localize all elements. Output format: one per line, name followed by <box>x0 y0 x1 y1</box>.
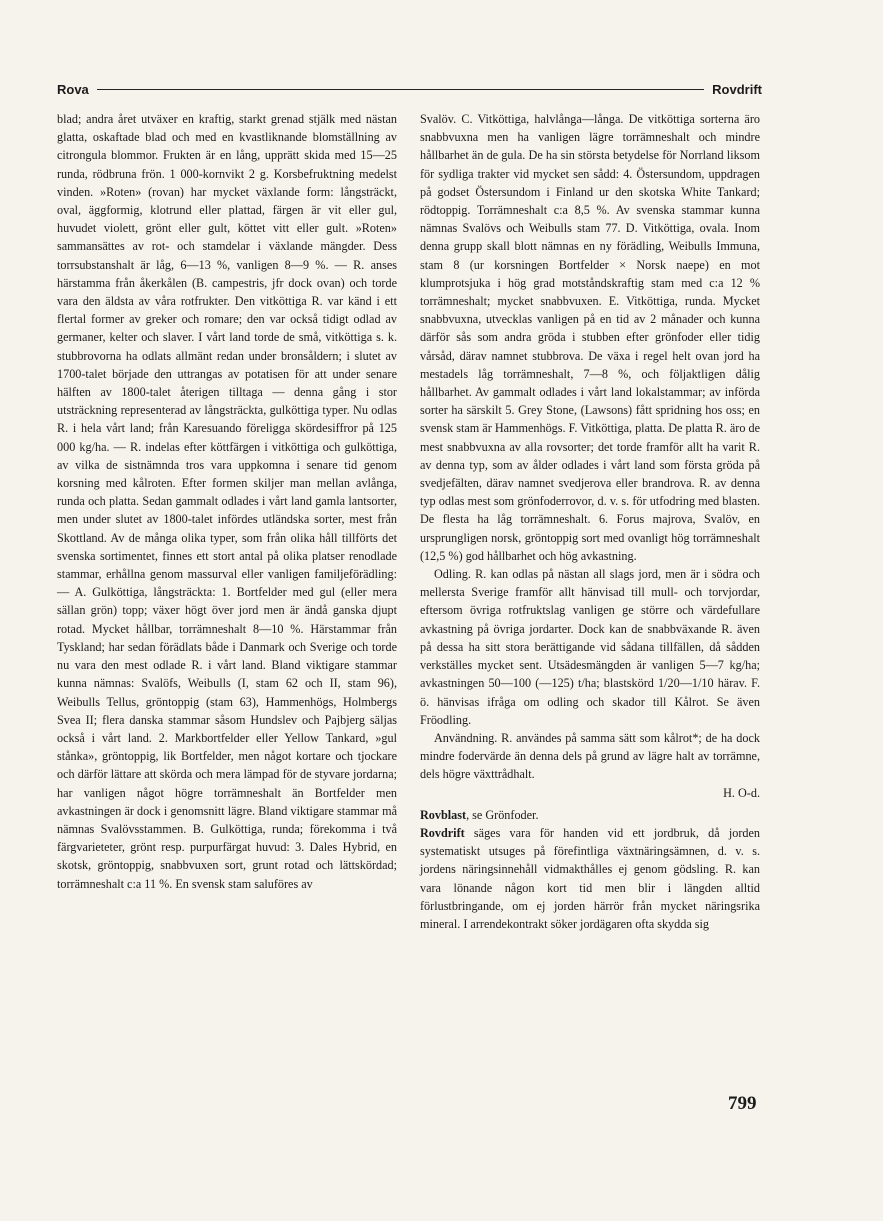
right-paragraph-odling: Odling. R. kan odlas på nästan all slags jord, men är i södra och mellersta Sverige framför allt hänvisad till mull- och torvjordar, eftersom övriga rotfruktslag vanligen ge större och värdefullare avkastning på övriga jordarter. Dock kan de snabbväxande R. även på dessa ha sitt stora berättigande vid sådana tillfällen, då sådden verkställes mycket sent. Utsädesmängden är vanligen 5—7 kg/ha; avkastningen 50—100 (—125) t/ha; blastskörd 1/20—1/10 härav. F. ö. hänvisas ifråga om odling och skador till Kålrot. Se även Fröodling. <box>420 567 760 727</box>
header-rule <box>97 89 704 90</box>
header-left-word: Rova <box>57 81 89 97</box>
right-paragraph-anvandning: Användning. R. användes på samma sätt som kålrot*; de ha dock mindre fodervärde än denna dels på grund av lägre halt av torrämne, dels högre växttrådhalt. <box>420 730 760 782</box>
entry-rovdrift <box>420 824 760 933</box>
entry-term: Rovdrift <box>420 825 465 840</box>
entry-rovblast <box>420 806 760 824</box>
right-column <box>420 110 760 933</box>
entry-text: , se Grönfoder. <box>466 807 539 822</box>
running-header <box>57 80 762 98</box>
entry-text: säges vara för handen vid ett jordbruk, då jorden systematiskt utsuges på förefintliga växtnäringsämnen, d. v. s. jordens näringsinnehåll vidmakthålles ej genom gödsling. R. kan vara lönande någon kort tid men blir i längden alltid förlustbringande, om ej jorden härrör från mycket näringsrika mineral. I arrendekontrakt söker jordägaren ofta skydda sig <box>420 825 760 931</box>
entry-term: Rovblast <box>420 807 467 822</box>
header-right-word: Rovdrift <box>712 81 762 97</box>
right-paragraph-varieties: Svalöv. C. Vitköttiga, halvlånga—långa. De vitköttiga sorterna äro snabbvuxna men ha vanligen lägre torrämneshalt och mindre hållbarhet än de gula. De ha sin största betydelse för Norrland liksom för sydliga trakter vid mycket sen sådd: 4. Östersundom, uppdragen på godset Östersundom i Finland ur den skotska White Tankard; rödtoppig. Torrämneshalt c:a 8,5 %. Av svenska stammar kunna nämnas Svalövs och Weibulls stam 77. D. Vitköttiga, ovala. Inom denna grupp skall blott nämnas en ny förädling, Weibulls Immuna, stam 8 (ur korsningen Bortfelder × Norsk naepe) en mot klumprotsjuka i hög grad motståndskraftig stam med c:a 12 % torrämneshalt; mycket snabbvuxen. E. Vitköttiga, runda. Mycket snabbvuxna, utvecklas vanligen på en tid av 2 månader och kunna därför sås som andra gröda i stubben efter grönfoder eller tidig vårsåd, därav namnet stubbrova. De växa i regel helt ovan jord ha mestadels låg torrämneshalt, 7—8 %, och följaktligen dålig hållbarhet. Av gammalt odlades i vårt land lokalstammar; av införda sorter ha särskilt 5. Grey Stone, (Lawsons) fått spridning hos oss; en svensk stam är Hammenhögs. F. Vitköttiga, platta. De platta R. äro de mest snabbvuxna av alla rovsorter; det torde framför allt ha varit R. av denna typ, som av ålder odlades i vårt land som första gröda på svedjefälten, därav namnet svedjerova eller brandrova. R. av denna typ odlas mest som grönfoderrovor, d. v. s. för utfodring med blasten. De flesta ha låg torrämneshalt. 6. Forus majrova, Svalöv, en ursprungligen norsk, gröntoppig sort med ovanligt hög torrämneshalt (12,5 %) god hållbarhet och hög avkastning. <box>420 112 760 563</box>
left-paragraph: blad; andra året utväxer en kraftig, starkt grenad stjälk med nästan glatta, oskaftade blad och med en kvastliknande blomställning av citrongula blommor. Frukten är en lång, upprätt skida med 15—25 runda, rödbruna frön. 1 000-kornvikt 2 g. Korsbefruktning medelst vinden. »Roten» (rovan) har mycket växlande form: långsträckt, oval, äggformig, klotrund eller plattad, färgen är vit eller gul, huvudet violett, grönt eller gult, köttet vitt eller gult. »Roten» sammansättes av rot- och stamdelar i växlande mängder. Dess torrsubstanshalt är låg, 6—13 %, vanligen 8—9 %. — R. anses härstamma från åkerkålen (B. campestris, jfr dock ovan) och torde vara den äldsta av våra rotfrukter. Den vitköttiga R. var känd i ett flertal former av greker och romare; den var också tidigt odlad av germaner, kelter och slaver. I vårt land torde de små, vitköttiga s. k. stubbrovorna ha odlats allmänt redan under bronsåldern; i slutet av 1700-talet började den uttrangas av potatisen för att under senare hälften av 1800-talet återigen tilltaga — denna gång i stor utsträckning representerad av långsträckta, gulköttiga typer. Nu odlas R. i hela vårt land; från Karesuando föreligga skördesiffror på 125 000 kg/ha. — R. indelas efter köttfärgen i vitköttiga och gulköttiga, av vilka de sistnämnda tros vara uppkomna i senare tid genom korsning med kålroten. Efter formen skiljer man mellan avlånga, runda och platta. Sedan gammalt odlades i vårt land gamla lantsorter, men under slutet av 1800-talet infördes utländska sorter, mest från Skottland. Av de många olika typer, som från olika håll tillförts det svenska sortimentet, finnes ett stort antal på olika platser renodlade stammar, erhållna genom massurval eller vanligen familjeförädling: — A. Gulköttiga, långsträckta: 1. Bortfelder med gul (eller mera sällan grön) topp; växer högt över jord men är ändå ganska djupt rotad. Mycket hållbar, torrämneshalt 8—10 %. Härstammar från Tyskland; har sedan förädlats både i Danmark och Sverige och torde nu vara den mest odlade R. i vårt land. Bland viktigare stammar kunna nämnas: Svalöfs, Weibulls (I, stam 62 och II, stam 96), Weibulls Tellus, gröntoppig (stam 63), Hammenhögs, Holmbergs Svea II; flera danska stammar såsom Hundslev och Pajbjerg säljas också i vårt land. 2. Markbortfelder eller Yellow Tankard, »gul stånka», gröntoppig, lik Bortfelder, men något kortare och tjockare och därför lättare att skörda och mera lämpad för de styvare jordarna; har vanligen något högre torrämneshalt än Bortfelder men avkastningen är dock i genomsnitt lägre. Bland viktigare stammar må nämnas Svalövsstammen. B. Gulköttiga, runda; förekomma i två färgvarieteter, grönt resp. purpurfärgat huvud: 3. Dales Hybrid, en skotsk, gröntoppig, snabbvuxen sort, grunt rotad och lättskördad; torrämneshalt c:a 11 %. En svensk stam saluföres av <box>57 112 397 891</box>
author-signature: H. O-d. <box>723 785 760 800</box>
left-column <box>57 110 397 893</box>
page-number: 799 <box>728 1093 757 1114</box>
